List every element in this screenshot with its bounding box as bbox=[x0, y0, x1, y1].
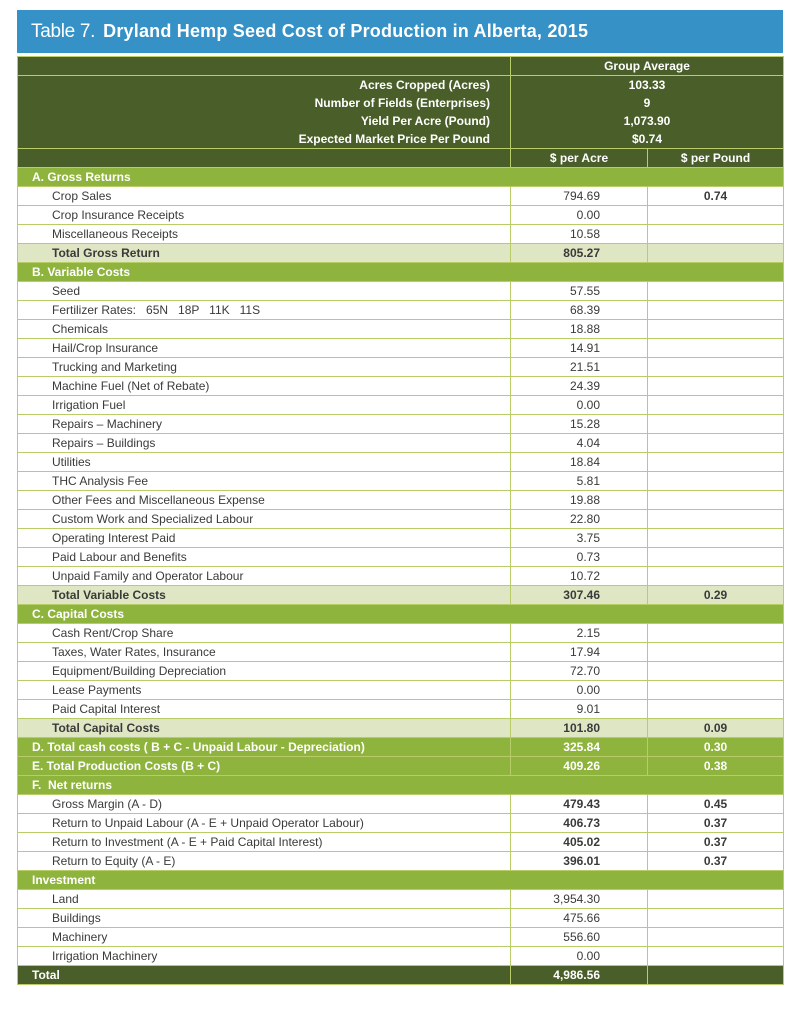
section-heading: A. Gross Returns bbox=[18, 168, 784, 187]
group-average-header-row bbox=[18, 57, 784, 76]
meta-values-cell bbox=[511, 76, 784, 149]
per-pound-value: 0.09 bbox=[648, 719, 784, 738]
per-pound-value bbox=[648, 225, 784, 244]
row-label: Paid Labour and Benefits bbox=[18, 548, 511, 567]
meta-header-row bbox=[18, 76, 784, 149]
table-row-paid-labour-and-benefits bbox=[18, 548, 784, 567]
per-acre-value: 3.75 bbox=[511, 529, 648, 548]
table-row-lease-payments bbox=[18, 681, 784, 700]
per-acre-value: 14.91 bbox=[511, 339, 648, 358]
row-label: Fertilizer Rates: 65N 18P 11K 11S bbox=[18, 301, 511, 320]
per-acre-value: 396.01 bbox=[511, 852, 648, 871]
section-heading: C. Capital Costs bbox=[18, 605, 784, 624]
row-label: THC Analysis Fee bbox=[18, 472, 511, 491]
row-label: Irrigation Machinery bbox=[18, 947, 511, 966]
per-acre-value: 17.94 bbox=[511, 643, 648, 662]
column-header-per-acre: $ per Acre bbox=[511, 149, 648, 168]
row-label: Irrigation Fuel bbox=[18, 396, 511, 415]
per-pound-value bbox=[648, 301, 784, 320]
table-row-return-to-investment-a-e-paid-capital-interest bbox=[18, 833, 784, 852]
row-label: Total Variable Costs bbox=[18, 586, 511, 605]
row-label: Gross Margin (A - D) bbox=[18, 795, 511, 814]
per-pound-value: 0.30 bbox=[648, 738, 784, 757]
per-pound-value bbox=[648, 966, 784, 985]
per-acre-value: 4,986.56 bbox=[511, 966, 648, 985]
total-production-costs-row bbox=[18, 757, 784, 776]
per-acre-value: 57.55 bbox=[511, 282, 648, 301]
table-row-paid-capital-interest bbox=[18, 700, 784, 719]
per-pound-value bbox=[648, 244, 784, 263]
per-acre-value: 68.39 bbox=[511, 301, 648, 320]
per-pound-value bbox=[648, 909, 784, 928]
row-label: Chemicals bbox=[18, 320, 511, 339]
per-pound-value bbox=[648, 548, 784, 567]
total-gross-return-row bbox=[18, 244, 784, 263]
per-pound-value bbox=[648, 529, 784, 548]
per-acre-value: 5.81 bbox=[511, 472, 648, 491]
table-row-chemicals bbox=[18, 320, 784, 339]
row-label: Machine Fuel (Net of Rebate) bbox=[18, 377, 511, 396]
table-row-seed bbox=[18, 282, 784, 301]
per-acre-value: 2.15 bbox=[511, 624, 648, 643]
row-label: Paid Capital Interest bbox=[18, 700, 511, 719]
meta-value-yield: 1,073.90 bbox=[623, 114, 671, 128]
table-row-buildings bbox=[18, 909, 784, 928]
section-heading: F. Net returns bbox=[18, 776, 784, 795]
per-acre-value: 3,954.30 bbox=[511, 890, 648, 909]
row-label: Operating Interest Paid bbox=[18, 529, 511, 548]
table-row-irrigation-fuel bbox=[18, 396, 784, 415]
table-number: Table 7. bbox=[31, 20, 96, 42]
table-row-operating-interest-paid bbox=[18, 529, 784, 548]
per-pound-value: 0.37 bbox=[648, 833, 784, 852]
row-label: E. Total Production Costs (B + C) bbox=[18, 757, 511, 776]
per-pound-value bbox=[648, 434, 784, 453]
meta-value-fields: 9 bbox=[643, 96, 651, 110]
section-capital-costs bbox=[18, 605, 784, 624]
per-acre-value: 0.00 bbox=[511, 681, 648, 700]
table-row-crop-insurance-receipts bbox=[18, 206, 784, 225]
meta-label-yield: Yield Per Acre (Pound) bbox=[360, 114, 490, 128]
table-row-machine-fuel-net-of-rebate bbox=[18, 377, 784, 396]
per-acre-value: 72.70 bbox=[511, 662, 648, 681]
table-row-gross-margin-a-d bbox=[18, 795, 784, 814]
row-label: Total Gross Return bbox=[18, 244, 511, 263]
per-pound-value: 0.74 bbox=[648, 187, 784, 206]
table-row-equipment-building-depreciation bbox=[18, 662, 784, 681]
table-row-cash-rent-crop-share bbox=[18, 624, 784, 643]
per-acre-value: 24.39 bbox=[511, 377, 648, 396]
row-label: Return to Investment (A - E + Paid Capital Interest) bbox=[18, 833, 511, 852]
per-pound-value bbox=[648, 206, 784, 225]
row-label: Lease Payments bbox=[18, 681, 511, 700]
total-cash-costs-row bbox=[18, 738, 784, 757]
row-label: D. Total cash costs ( B + C - Unpaid Labour - Depreciation) bbox=[18, 738, 511, 757]
meta-label-fields: Number of Fields (Enterprises) bbox=[314, 96, 490, 110]
per-pound-value bbox=[648, 510, 784, 529]
row-label: Cash Rent/Crop Share bbox=[18, 624, 511, 643]
per-pound-value bbox=[648, 282, 784, 301]
table-row-land bbox=[18, 890, 784, 909]
per-acre-value: 18.84 bbox=[511, 453, 648, 472]
per-acre-value: 19.88 bbox=[511, 491, 648, 510]
per-pound-value bbox=[648, 472, 784, 491]
row-label: Miscellaneous Receipts bbox=[18, 225, 511, 244]
table-row-taxes-water-rates-insurance bbox=[18, 643, 784, 662]
meta-label-acres: Acres Cropped (Acres) bbox=[359, 78, 490, 92]
table-row-hail-crop-insurance bbox=[18, 339, 784, 358]
per-acre-value: 307.46 bbox=[511, 586, 648, 605]
per-acre-value: 101.80 bbox=[511, 719, 648, 738]
per-pound-value bbox=[648, 700, 784, 719]
total-variable-costs-row bbox=[18, 586, 784, 605]
investment-total-row bbox=[18, 966, 784, 985]
per-pound-value: 0.38 bbox=[648, 757, 784, 776]
per-acre-value: 10.72 bbox=[511, 567, 648, 586]
table-row-thc-analysis-fee bbox=[18, 472, 784, 491]
table-row-trucking-and-marketing bbox=[18, 358, 784, 377]
per-pound-value bbox=[648, 396, 784, 415]
per-pound-value: 0.37 bbox=[648, 814, 784, 833]
per-pound-value bbox=[648, 624, 784, 643]
section-heading: Investment bbox=[18, 871, 784, 890]
total-capital-costs-row bbox=[18, 719, 784, 738]
per-acre-value: 15.28 bbox=[511, 415, 648, 434]
per-pound-value bbox=[648, 415, 784, 434]
row-label: Repairs – Buildings bbox=[18, 434, 511, 453]
per-acre-value: 409.26 bbox=[511, 757, 648, 776]
row-label: Seed bbox=[18, 282, 511, 301]
per-pound-value bbox=[648, 928, 784, 947]
table-row-unpaid-family-and-operator-labour bbox=[18, 567, 784, 586]
per-pound-value: 0.29 bbox=[648, 586, 784, 605]
table-title-bar bbox=[17, 10, 783, 53]
table-row-repairs-machinery bbox=[18, 415, 784, 434]
table-row-utilities bbox=[18, 453, 784, 472]
per-pound-value bbox=[648, 567, 784, 586]
row-label: Land bbox=[18, 890, 511, 909]
table-row-miscellaneous-receipts bbox=[18, 225, 784, 244]
per-acre-value: 805.27 bbox=[511, 244, 648, 263]
per-acre-value: 10.58 bbox=[511, 225, 648, 244]
per-acre-value: 4.04 bbox=[511, 434, 648, 453]
row-label: Hail/Crop Insurance bbox=[18, 339, 511, 358]
per-pound-value bbox=[648, 453, 784, 472]
table-row-machinery bbox=[18, 928, 784, 947]
row-label: Repairs – Machinery bbox=[18, 415, 511, 434]
table-row-crop-sales bbox=[18, 187, 784, 206]
per-pound-value bbox=[648, 491, 784, 510]
per-acre-value: 9.01 bbox=[511, 700, 648, 719]
per-acre-value: 479.43 bbox=[511, 795, 648, 814]
per-pound-value bbox=[648, 358, 784, 377]
column-header-row bbox=[18, 149, 784, 168]
table-row-return-to-unpaid-labour-a-e-unpaid-operator-labour bbox=[18, 814, 784, 833]
per-acre-value: 406.73 bbox=[511, 814, 648, 833]
meta-labels-cell bbox=[18, 76, 511, 149]
per-acre-value: 475.66 bbox=[511, 909, 648, 928]
per-acre-value: 556.60 bbox=[511, 928, 648, 947]
row-label: Machinery bbox=[18, 928, 511, 947]
row-label: Other Fees and Miscellaneous Expense bbox=[18, 491, 511, 510]
per-acre-value: 22.80 bbox=[511, 510, 648, 529]
section-gross-returns bbox=[18, 168, 784, 187]
row-label: Total bbox=[18, 966, 511, 985]
row-label: Trucking and Marketing bbox=[18, 358, 511, 377]
cost-of-production-table bbox=[17, 56, 784, 985]
section-heading: B. Variable Costs bbox=[18, 263, 784, 282]
per-acre-value: 794.69 bbox=[511, 187, 648, 206]
per-acre-value: 18.88 bbox=[511, 320, 648, 339]
table-row-fertilizer-rates-65n-18p-11k-11s bbox=[18, 301, 784, 320]
per-acre-value: 0.00 bbox=[511, 947, 648, 966]
table-title: Dryland Hemp Seed Cost of Production in Alberta, 2015 bbox=[103, 21, 589, 41]
per-pound-value: 0.37 bbox=[648, 852, 784, 871]
row-label: Equipment/Building Depreciation bbox=[18, 662, 511, 681]
per-acre-value: 0.00 bbox=[511, 206, 648, 225]
per-acre-value: 0.73 bbox=[511, 548, 648, 567]
row-label: Return to Unpaid Labour (A - E + Unpaid Operator Labour) bbox=[18, 814, 511, 833]
row-label: Return to Equity (A - E) bbox=[18, 852, 511, 871]
section-investment bbox=[18, 871, 784, 890]
header-blank-cell bbox=[18, 57, 511, 76]
table-row-custom-work-and-specialized-labour bbox=[18, 510, 784, 529]
column-header-per-pound: $ per Pound bbox=[648, 149, 784, 168]
per-pound-value bbox=[648, 947, 784, 966]
section-net-returns bbox=[18, 776, 784, 795]
row-label: Custom Work and Specialized Labour bbox=[18, 510, 511, 529]
table-row-return-to-equity-a-e bbox=[18, 852, 784, 871]
per-pound-value bbox=[648, 339, 784, 358]
per-pound-value bbox=[648, 681, 784, 700]
meta-label-price: Expected Market Price Per Pound bbox=[298, 132, 490, 146]
table-row-irrigation-machinery bbox=[18, 947, 784, 966]
per-acre-value: 405.02 bbox=[511, 833, 648, 852]
row-label: Crop Insurance Receipts bbox=[18, 206, 511, 225]
section-variable-costs bbox=[18, 263, 784, 282]
row-label: Taxes, Water Rates, Insurance bbox=[18, 643, 511, 662]
per-acre-value: 0.00 bbox=[511, 396, 648, 415]
per-pound-value: 0.45 bbox=[648, 795, 784, 814]
per-pound-value bbox=[648, 662, 784, 681]
column-header-blank bbox=[18, 149, 511, 168]
group-average-header: Group Average bbox=[511, 57, 784, 76]
row-label: Utilities bbox=[18, 453, 511, 472]
per-acre-value: 325.84 bbox=[511, 738, 648, 757]
row-label: Buildings bbox=[18, 909, 511, 928]
per-pound-value bbox=[648, 377, 784, 396]
row-label: Crop Sales bbox=[18, 187, 511, 206]
per-pound-value bbox=[648, 320, 784, 339]
row-label: Total Capital Costs bbox=[18, 719, 511, 738]
per-acre-value: 21.51 bbox=[511, 358, 648, 377]
per-pound-value bbox=[648, 643, 784, 662]
per-pound-value bbox=[648, 890, 784, 909]
table-row-repairs-buildings bbox=[18, 434, 784, 453]
table-row-other-fees-and-miscellaneous-expense bbox=[18, 491, 784, 510]
meta-value-price: $0.74 bbox=[631, 132, 663, 146]
row-label: Unpaid Family and Operator Labour bbox=[18, 567, 511, 586]
meta-value-acres: 103.33 bbox=[628, 78, 666, 92]
